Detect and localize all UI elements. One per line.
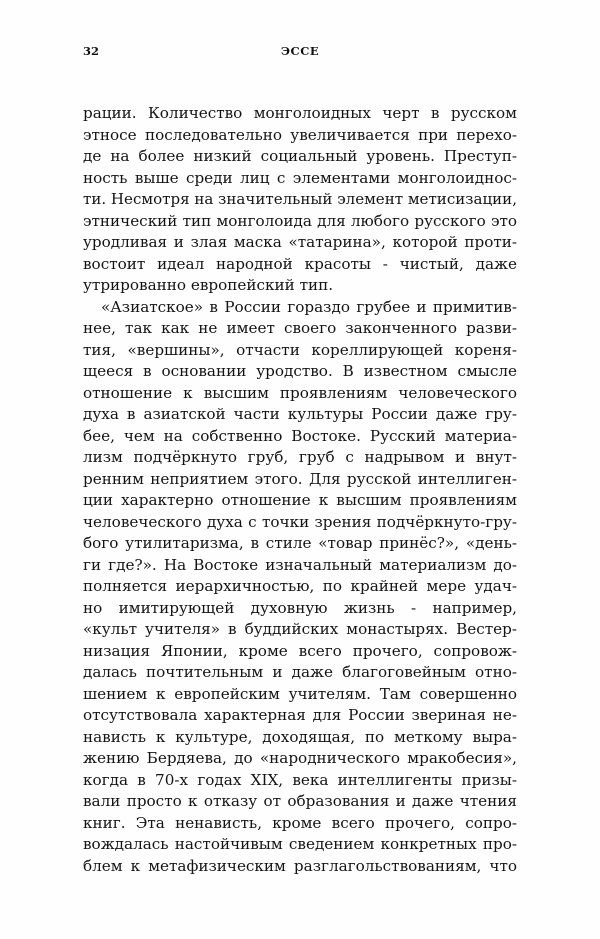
text-line: ции характерно отношение к высшим проявлениям xyxy=(83,491,517,509)
text-line: бее, чем на собственно Востоке. Русский материа- xyxy=(83,426,517,445)
text-line: де на более низкий социальный уровень. Преступ- xyxy=(83,147,517,165)
text-line: когда в 70-х годах XIX, века интеллигенты призы- xyxy=(83,770,517,789)
text-line: низация Японии, кроме всего прочего, сопровож- xyxy=(83,641,517,660)
text-line: ги где?». На Востоке изначальный материализм до- xyxy=(83,555,517,574)
text-line: нее, так как не имеет своего законченного разви- xyxy=(83,319,517,337)
text-line: далась почтительным и даже благоговейным отно- xyxy=(83,663,517,681)
text-line: бого утилитаризма, в стиле «товар принёс?», «день- xyxy=(83,534,517,552)
text-line: ность выше среди лиц с элементами монголоиднос- xyxy=(83,168,517,187)
text-line: ти. Несмотря на значительный элемент метисизации, xyxy=(83,190,517,208)
text-line: рации. Количество монголоидных черт в русском xyxy=(83,104,517,122)
body-text xyxy=(83,103,517,877)
text-line: тия, «вершины», отчасти кореллирующей кореня- xyxy=(83,340,517,359)
running-title: ЭССЕ xyxy=(280,44,320,58)
text-line: «культ учителя» в буддийских монастырях. Вестер- xyxy=(83,620,517,638)
text-line: уродливая и злая маска «татарина», которой проти- xyxy=(83,233,517,251)
text-line: отношение к высшим проявлениям человеческого xyxy=(83,383,517,402)
text-line: нависть к культуре, доходящая, по меткому выра- xyxy=(83,727,517,746)
text-line: востоит идеал народной красоты - чистый, даже xyxy=(83,254,517,273)
paragraph-first-line: «Азиатское» в России гораздо грубее и примитив- xyxy=(101,297,517,316)
page-number: 32 xyxy=(83,44,100,58)
text-line: этнический тип монголоида для любого русского это xyxy=(83,211,517,230)
text-line: отсутствовала характерная для России звериная не- xyxy=(83,706,517,724)
text-line: лизм подчёркнуто груб, груб с надрывом и внут- xyxy=(83,448,517,466)
text-line: блем к метафизическим разглагольствованиям, что xyxy=(83,856,517,875)
text-line: ренним неприятием этого. Для русской интеллиген- xyxy=(83,469,517,488)
text-line: жению Бердяева, до «народнического мракобесия», xyxy=(83,749,517,767)
text-line: полняется иерархичностью, по крайней мере удач- xyxy=(83,577,517,595)
text-line: шением к европейским учителям. Там совершенно xyxy=(83,684,517,703)
text-line: но имитирующей духовную жизнь - например, xyxy=(83,598,517,617)
page-header xyxy=(83,44,517,64)
text-line: щееся в основании уродство. В известном смысле xyxy=(83,362,517,380)
text-line: человеческого духа с точки зрения подчёркнуто-гру- xyxy=(83,512,517,531)
text-line: этносе последовательно увеличивается при перехо- xyxy=(83,125,517,144)
text-line: духа в азиатской части культуры России даже гру- xyxy=(83,405,517,423)
text-line: книг. Эта ненависть, кроме всего прочего, сопро- xyxy=(83,813,517,832)
text-line: утрированно европейский тип. xyxy=(83,276,334,294)
text-line: вали просто к отказу от образования и даже чтения xyxy=(83,792,517,810)
text-line: вождалась настойчивым сведением конкретных про- xyxy=(83,835,517,853)
